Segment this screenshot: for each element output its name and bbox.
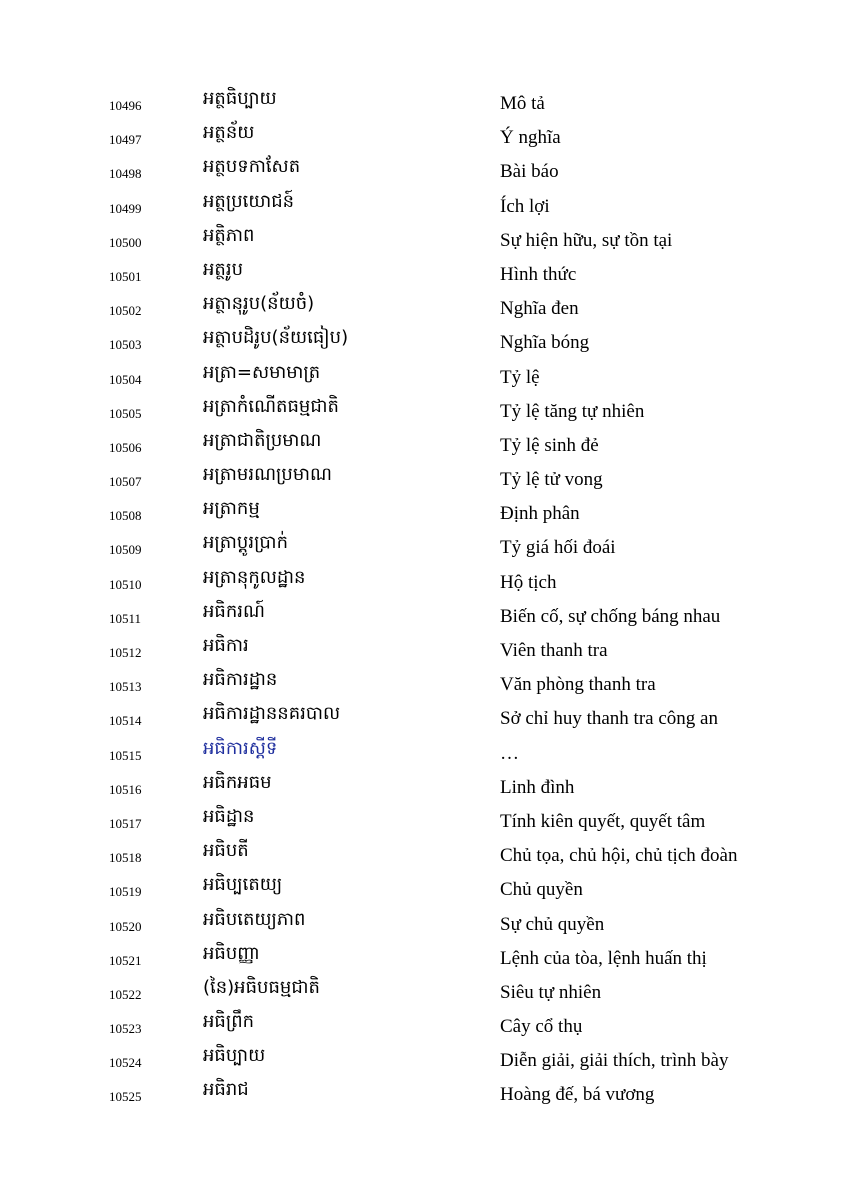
khmer-term: អត្ថធិប្បាយ [203, 88, 277, 109]
entry-row [0, 873, 848, 907]
entry-number: 10514 [109, 713, 142, 729]
entry-row [0, 839, 848, 873]
vietnamese-meaning: Hình thức [500, 263, 577, 285]
entry-row [0, 702, 848, 736]
khmer-term: អធិបញ្ញា [203, 942, 260, 964]
khmer-term: អត្រាកម្ម [203, 498, 260, 520]
khmer-term: អត្រានុកូលដ្ឋាន [203, 566, 306, 588]
entry-number: 10525 [109, 1089, 142, 1105]
entry-row [0, 531, 848, 565]
entry-row [0, 1044, 848, 1078]
entry-number: 10504 [109, 371, 142, 387]
vietnamese-meaning: Lệnh của tòa, lệnh huấn thị [500, 947, 707, 969]
entry-number: 10511 [109, 610, 142, 626]
entry-number: 10516 [109, 781, 142, 797]
vietnamese-meaning: Tỷ giá hối đoái [500, 537, 616, 559]
entry-row [0, 771, 848, 805]
khmer-term: អធិការដ្ឋាននគរបាល [203, 703, 341, 725]
entry-row [0, 497, 848, 531]
entry-row [0, 600, 848, 634]
khmer-term: អធិការ [203, 635, 249, 656]
khmer-term: អធិដ្ឋាន [203, 805, 255, 827]
khmer-term: អត្រាប្តូរប្រាក់ [203, 532, 288, 554]
entry-row [0, 1078, 848, 1112]
vietnamese-meaning: Định phân [500, 503, 580, 525]
khmer-term: អធិប្បតេយ្យ [203, 874, 283, 896]
vietnamese-meaning: Linh đình [500, 776, 575, 798]
entry-row [0, 429, 848, 463]
vietnamese-meaning: Tỷ lệ sinh đẻ [500, 434, 599, 456]
khmer-term: អធិការដ្ឋាន [203, 669, 278, 691]
entry-number: 10501 [109, 268, 142, 284]
vietnamese-meaning: Diễn giải, giải thích, trình bày [500, 1050, 729, 1072]
entry-number: 10515 [109, 747, 142, 763]
khmer-term: អធិកអធម [203, 771, 272, 793]
entry-number: 10509 [109, 542, 142, 558]
vietnamese-meaning: … [500, 742, 519, 764]
khmer-term: អធិប្បាយ [203, 1045, 266, 1067]
entry-row [0, 292, 848, 326]
vietnamese-meaning: Sự hiện hữu, sự tồn tại [500, 229, 673, 251]
khmer-term: អត្ថប្រយោជន៍ [203, 190, 295, 212]
vietnamese-meaning: Tỷ lệ tử vong [500, 469, 603, 491]
khmer-term: អត្រាកំណើតធម្មជាតិ [203, 395, 339, 417]
vietnamese-meaning: Mô tả [500, 93, 545, 114]
entry-row [0, 224, 848, 258]
khmer-term: អធិបតេយ្យភាព [203, 908, 306, 930]
khmer-term: អត្ថរូប [203, 258, 243, 280]
entry-number: 10513 [109, 679, 142, 695]
entry-row [0, 668, 848, 702]
entry-row [0, 258, 848, 292]
entry-row [0, 942, 848, 976]
vietnamese-meaning: Tỷ lệ tăng tự nhiên [500, 400, 645, 422]
vietnamese-meaning: Chủ tọa, chủ hội, chủ tịch đoàn [500, 845, 738, 867]
vietnamese-meaning: Bài báo [500, 161, 559, 183]
khmer-term: អធិករណ៍ [203, 600, 265, 622]
entry-row [0, 1010, 848, 1044]
entry-row-highlighted [0, 737, 848, 771]
entry-number: 10510 [109, 576, 142, 592]
khmer-term: អត្ថន័យ [203, 122, 255, 144]
vietnamese-meaning: Sở chỉ huy thanh tra công an [500, 708, 718, 730]
khmer-term: អត្ថិភាព [203, 224, 255, 246]
vietnamese-meaning: Biến cố, sự chống báng nhau [500, 605, 721, 627]
vietnamese-meaning: Sự chủ quyền [500, 913, 605, 935]
vietnamese-meaning: Siêu tự nhiên [500, 981, 602, 1003]
entry-number: 10518 [109, 850, 142, 866]
khmer-term: (នៃ)អធិបធម្មជាតិ [203, 976, 320, 998]
vietnamese-meaning: Nghĩa bóng [500, 332, 590, 354]
entry-number: 10506 [109, 439, 142, 455]
entry-number: 10523 [109, 1021, 142, 1037]
entry-number: 10505 [109, 405, 142, 421]
khmer-term: អត្រាមរណប្រមាណ [203, 464, 332, 486]
entry-row [0, 87, 848, 121]
entry-number: 10520 [109, 918, 142, 934]
entry-number: 10498 [109, 166, 142, 182]
entry-row [0, 908, 848, 942]
entry-number: 10519 [109, 884, 142, 900]
entry-number: 10508 [109, 508, 142, 524]
khmer-term: អត្រា=សមាមាត្រ [203, 361, 321, 383]
entry-number: 10521 [109, 952, 142, 968]
khmer-term: អធិរាជ [203, 1079, 249, 1101]
entry-number: 10503 [109, 337, 142, 353]
vietnamese-meaning: Tỷ lệ [500, 366, 540, 388]
khmer-term: អត្រាជាតិប្រមាណ [203, 429, 322, 451]
khmer-term: អត្ថបទកាសែត [203, 156, 301, 178]
vietnamese-meaning: Hộ tịch [500, 571, 557, 593]
vietnamese-meaning: Nghĩa đen [500, 298, 579, 320]
vietnamese-meaning: Ích lợi [500, 195, 550, 217]
entry-number: 10499 [109, 200, 142, 216]
vietnamese-meaning: Tính kiên quyết, quyết tâm [500, 810, 706, 832]
entry-number: 10524 [109, 1055, 142, 1071]
vietnamese-meaning: Ý nghĩa [500, 127, 561, 149]
khmer-term: អធិបតី [203, 840, 249, 862]
entry-number: 10522 [109, 986, 142, 1002]
entry-row [0, 566, 848, 600]
entry-row [0, 155, 848, 189]
entry-row [0, 805, 848, 839]
khmer-term: អធិព្រឹក [203, 1011, 255, 1033]
entry-row [0, 121, 848, 155]
entry-row [0, 326, 848, 360]
khmer-term: អត្ថាបដិរូប(ន័យធៀប) [203, 327, 349, 349]
entry-row [0, 395, 848, 429]
vietnamese-meaning: Hoàng đế, bá vương [500, 1084, 655, 1106]
entry-row [0, 634, 848, 668]
vietnamese-meaning: Cây cổ thụ [500, 1016, 583, 1038]
khmer-term: អត្ថានុរូប(ន័យចំ) [203, 293, 315, 315]
entry-number: 10500 [109, 234, 142, 250]
entry-number: 10497 [109, 132, 142, 148]
khmer-term-highlighted: អធិការស្តីទី [203, 737, 278, 759]
entry-row [0, 361, 848, 395]
dictionary-list [0, 87, 848, 1113]
vietnamese-meaning: Chủ quyền [500, 879, 583, 901]
entry-number: 10502 [109, 303, 142, 319]
entry-number: 10507 [109, 474, 142, 490]
entry-row [0, 463, 848, 497]
entry-number: 10496 [109, 98, 142, 113]
vietnamese-meaning: Văn phòng thanh tra [500, 674, 656, 696]
vietnamese-meaning: Viên thanh tra [500, 640, 608, 661]
entry-number: 10512 [109, 645, 142, 660]
entry-number: 10517 [109, 815, 142, 831]
entry-row [0, 976, 848, 1010]
entry-row [0, 190, 848, 224]
